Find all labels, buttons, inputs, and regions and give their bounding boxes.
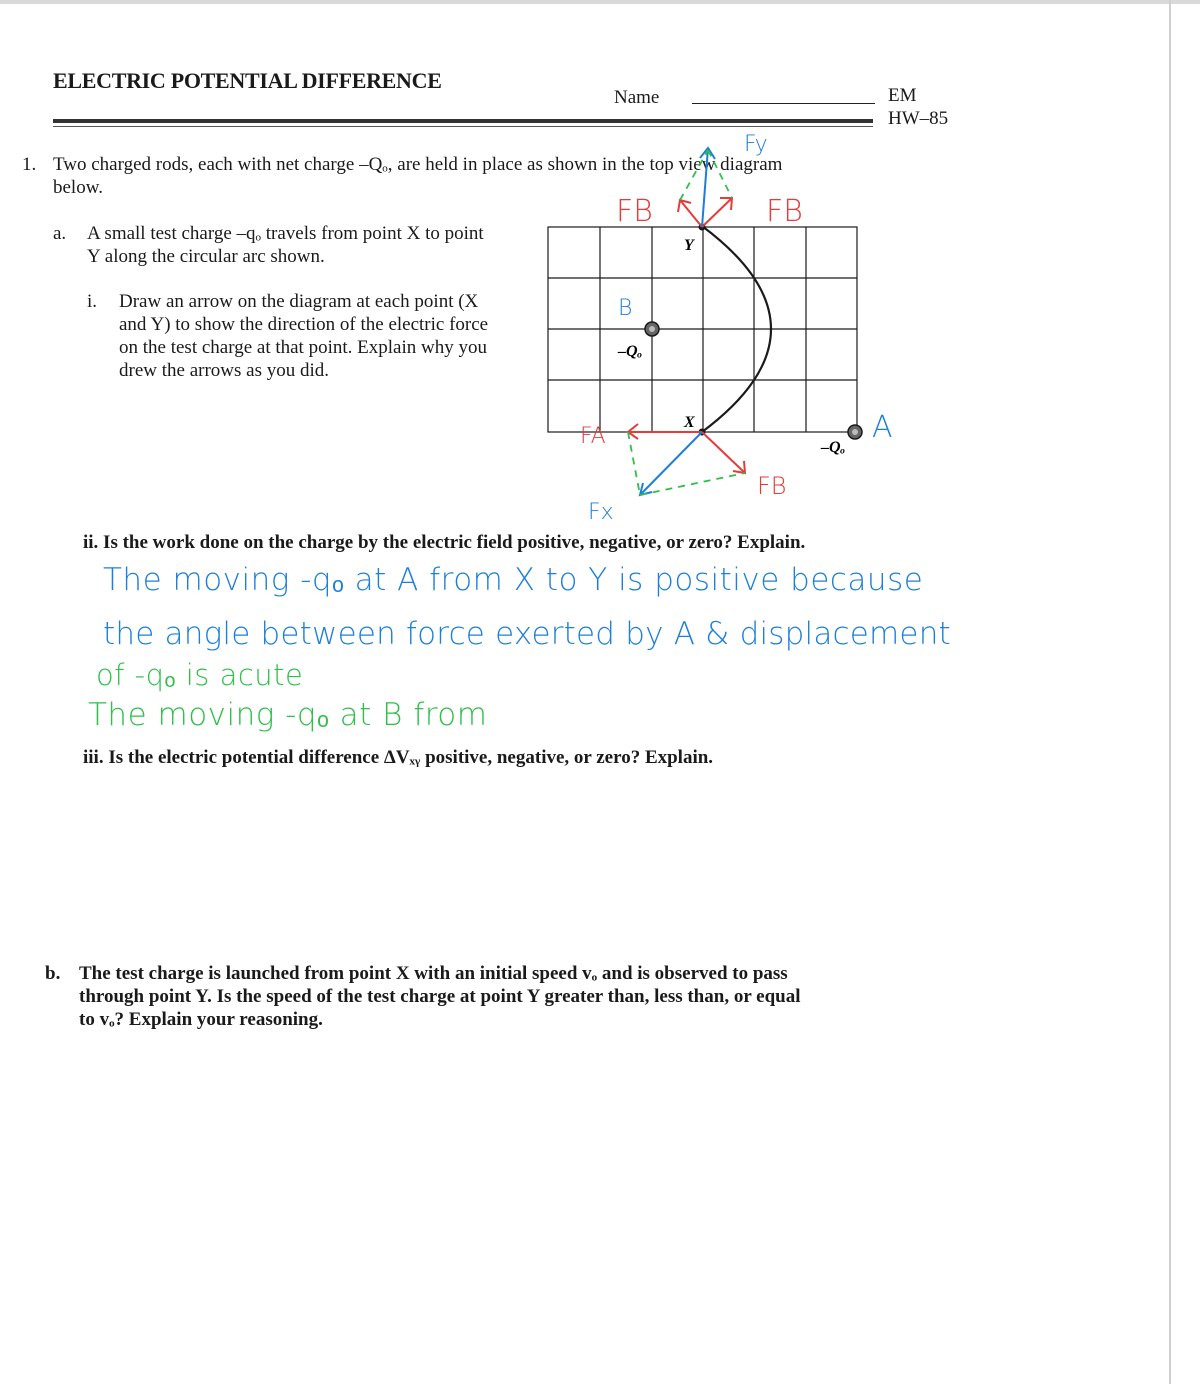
part-b-line1: The test charge is launched from point X with an initial speed vₒ and is observed to pass (79, 963, 788, 984)
force-fb-at-y-arrow (680, 200, 702, 227)
point-y-label: Y (684, 237, 694, 254)
handwritten-fb-label-bottom: FB (757, 472, 787, 500)
page-top-edge (0, 0, 1200, 4)
sub-iii-question: iii. Is the electric potential difference ΔVₓᵧ positive, negative, or zero? Explain. (83, 747, 714, 768)
sub-i-line2: and Y) to show the direction of the electric force (119, 314, 489, 335)
question-number: 1. (22, 154, 37, 175)
handwritten-fx-label: Fx (588, 500, 614, 525)
header-rule-thick (53, 119, 873, 123)
sub-i-line1: Draw an arrow on the diagram at each point (X (119, 291, 479, 312)
sub-ii-question: ii. Is the work done on the charge by the electric field positive, negative, or zero? Explain. (83, 532, 806, 553)
name-label: Name (614, 87, 660, 108)
sub-i-line4: drew the arrows as you did. (119, 360, 330, 381)
handwritten-b-label: B (618, 296, 633, 321)
question-stem-line2: below. (53, 177, 103, 198)
handwritten-fb-label-top-right: FB (766, 194, 803, 229)
header-rule-thin (53, 126, 873, 127)
point-x-label: X (684, 414, 695, 431)
rod-b-charge-label: –Qₒ (618, 343, 643, 360)
page-right-edge (1169, 0, 1171, 1384)
part-b-letter: b. (45, 963, 61, 984)
handwritten-answer-line4: The moving -qₒ at B from (88, 697, 488, 733)
sub-i-numeral: i. (87, 291, 98, 312)
net-force-x-arrow (640, 432, 702, 495)
handwritten-fa-label: FA (580, 424, 606, 449)
handwritten-fy-label: Fy (744, 132, 768, 157)
handwritten-answer-line3: of -qₒ is acute (96, 658, 304, 692)
net-force-y-arrow (702, 148, 708, 227)
part-a-line1: A small test charge –qₒ travels from point X to point (87, 223, 484, 244)
diagram-grid (548, 227, 857, 432)
question-stem-line1: Two charged rods, each with net charge –Qₒ, are held in place as shown in the top view diagram (53, 154, 783, 175)
rod-a-charge-label: –Qₒ (821, 439, 846, 456)
top-view-diagram (540, 130, 920, 540)
force-fa-at-y-arrow (702, 198, 732, 227)
course-code: EM (888, 85, 917, 106)
homework-code: HW–85 (888, 108, 949, 129)
part-a-line2: Y along the circular arc shown. (87, 246, 325, 267)
handwritten-a-label: A (872, 410, 893, 445)
part-b-line2: through point Y. Is the speed of the test charge at point Y greater than, less than, or equal (79, 986, 801, 1007)
handwritten-answer-line1: The moving -qₒ at A from X to Y is positive because (103, 562, 924, 598)
part-b-line3: to vₒ? Explain your reasoning. (79, 1009, 323, 1030)
sub-i-line3: on the test charge at that point. Explain why you (119, 337, 487, 358)
name-blank-line (692, 103, 875, 104)
worksheet-title: ELECTRIC POTENTIAL DIFFERENCE (53, 68, 442, 93)
handwritten-answer-line2: the angle between force exerted by A & displacement (103, 616, 951, 652)
handwritten-fb-label-top-left: FB (616, 194, 653, 229)
force-fb-at-x-arrow (702, 432, 745, 473)
part-a-letter: a. (53, 223, 67, 244)
